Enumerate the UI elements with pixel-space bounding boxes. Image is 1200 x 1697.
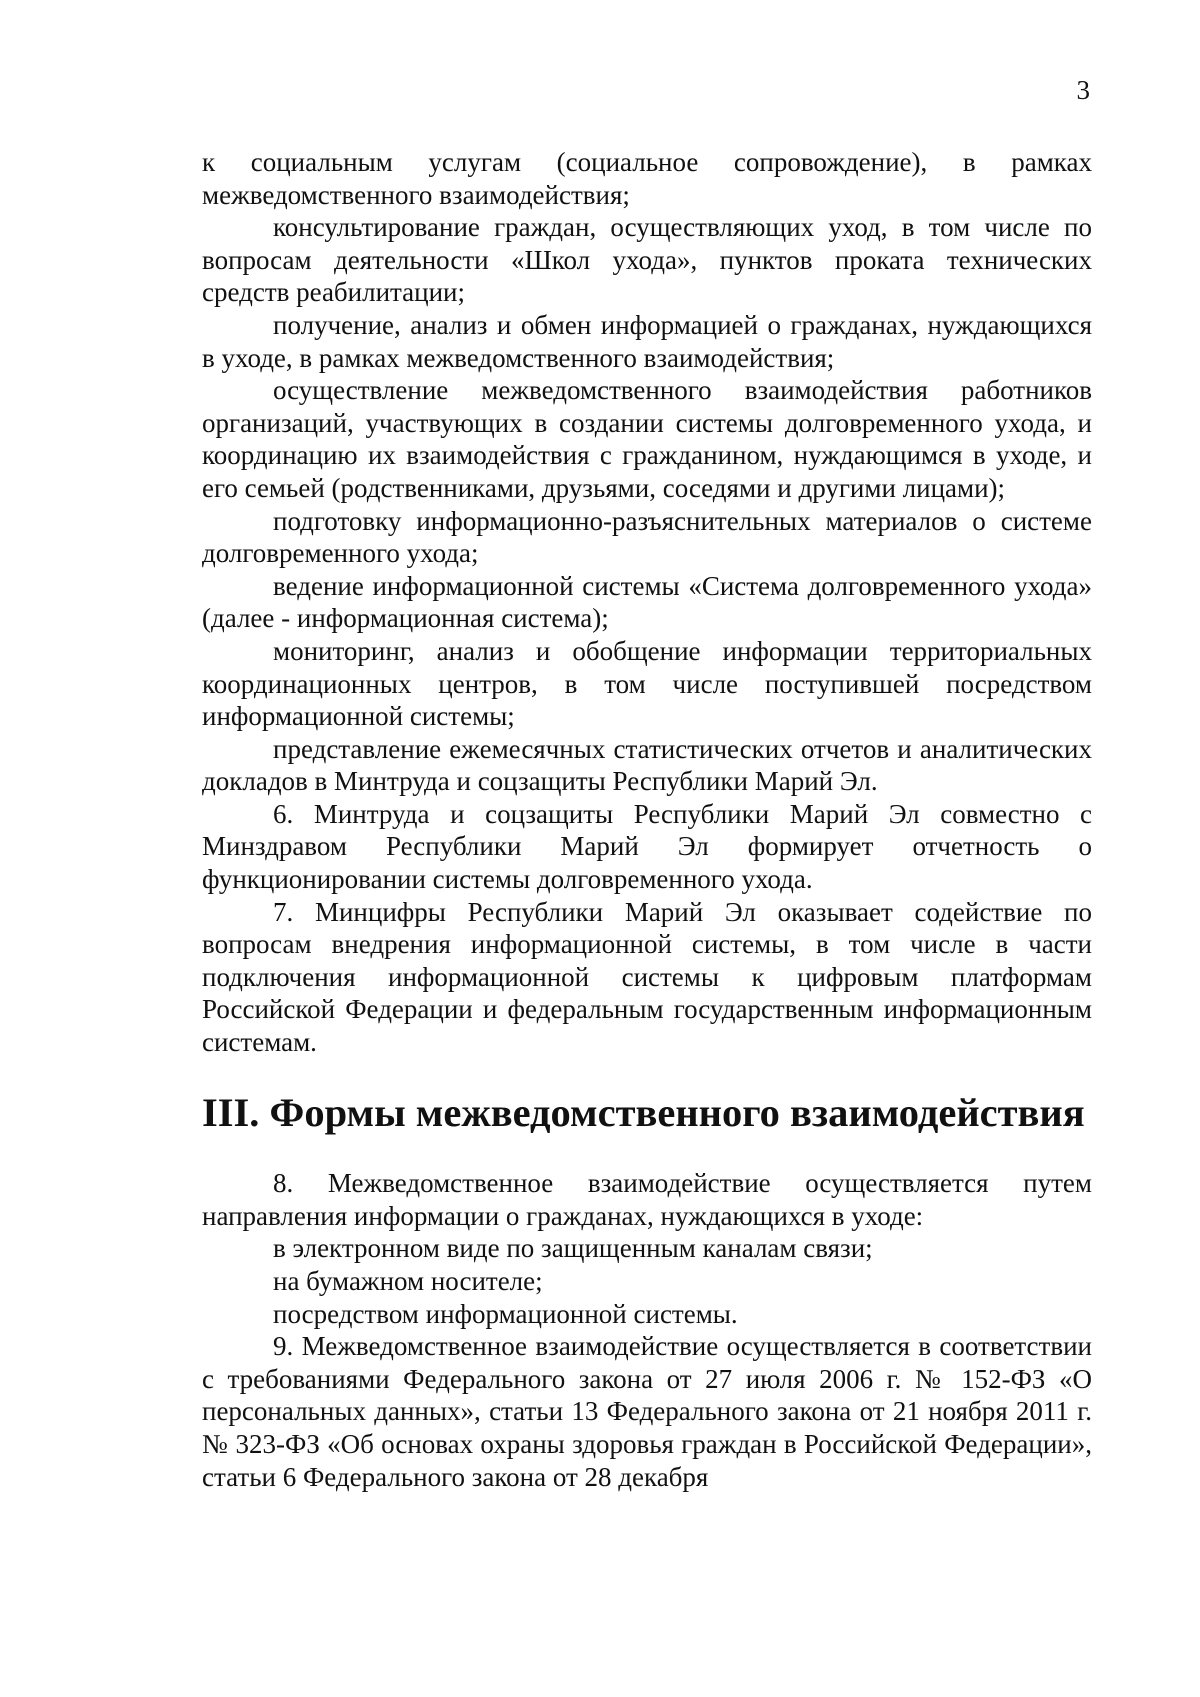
paragraph-item-8: 8. Межведомственное взаимодействие осуществляется путем направления информации о гражданах, нуждающихся в уходе:	[202, 1168, 1092, 1231]
paragraph-item-6: 6. Минтруда и соцзащиты Республики Марий Эл совместно с Минздравом Республики Марий Эл формирует отчетность о функционировании системы долговременного ухода.	[202, 798, 1092, 895]
paragraph-item-7: 7. Минцифры Республики Марий Эл оказывает содействие по вопросам внедрения информационной системы, в том числе в части подключения информационной системы к цифровым платформам Российской Федерации и федеральным государственным информационным системам.	[202, 896, 1092, 1058]
paragraph-monitoring: мониторинг, анализ и обобщение информации территориальных координационных центров, в том числе поступившей посредством информационной системы;	[202, 635, 1092, 732]
paragraph-via-system: посредством информационной системы.	[273, 1298, 738, 1329]
page-number: 3	[1076, 75, 1090, 105]
paragraph-item-9: 9. Межведомственное взаимодействие осуществляется в соответствии с требованиями Федерального закона от 27 июля 2006 г. № 152-ФЗ «О персональных данных», статьи 13 Федерального закона от 21 ноября 2011 г. № 323-ФЗ «Об основах охраны здоровья граждан в Российской Федерации», статьи 6 Федерального закона от 28 декабря	[202, 1331, 1092, 1492]
paragraph-coordination: осуществление межведомственного взаимодействия работников организаций, участвующих в создании системы долговременного ухода, и координацию их взаимодействия с гражданином, нуждающимся в уходе, и его семьей (родственниками, друзьями, соседями и другими лицами);	[202, 375, 1092, 503]
paragraph-electronic: в электронном виде по защищенным каналам связи;	[273, 1233, 873, 1264]
paragraph-information-system: ведение информационной системы «Система долговременного ухода» (далее - информационная система);	[202, 570, 1092, 634]
paragraph-paper: на бумажном носителе;	[273, 1266, 543, 1296]
paragraph-consulting: консультирование граждан, осуществляющих уход, в том числе по вопросам деятельности «Школ ухода», пунктов проката технических средств реабилитации;	[202, 212, 1092, 308]
paragraph-reports: представление ежемесячных статистических отчетов и аналитических докладов в Минтруда и соцзащиты Республики Марий Эл.	[202, 733, 1092, 797]
paragraph-materials: подготовку информационно-разъяснительных материалов о системе долговременного ухода;	[202, 505, 1092, 569]
section-heading: III. Формы межведомственного взаимодействия	[202, 1089, 1085, 1135]
paragraph-information-exchange: получение, анализ и обмен информацией о гражданах, нуждающихся в уходе, в рамках межведомственного взаимодействия;	[202, 309, 1092, 373]
paragraph-continuation: к социальным услугам (социальное сопровождение), в рамках межведомственного взаимодействия;	[202, 147, 1092, 210]
document-body	[202, 146, 1092, 1493]
